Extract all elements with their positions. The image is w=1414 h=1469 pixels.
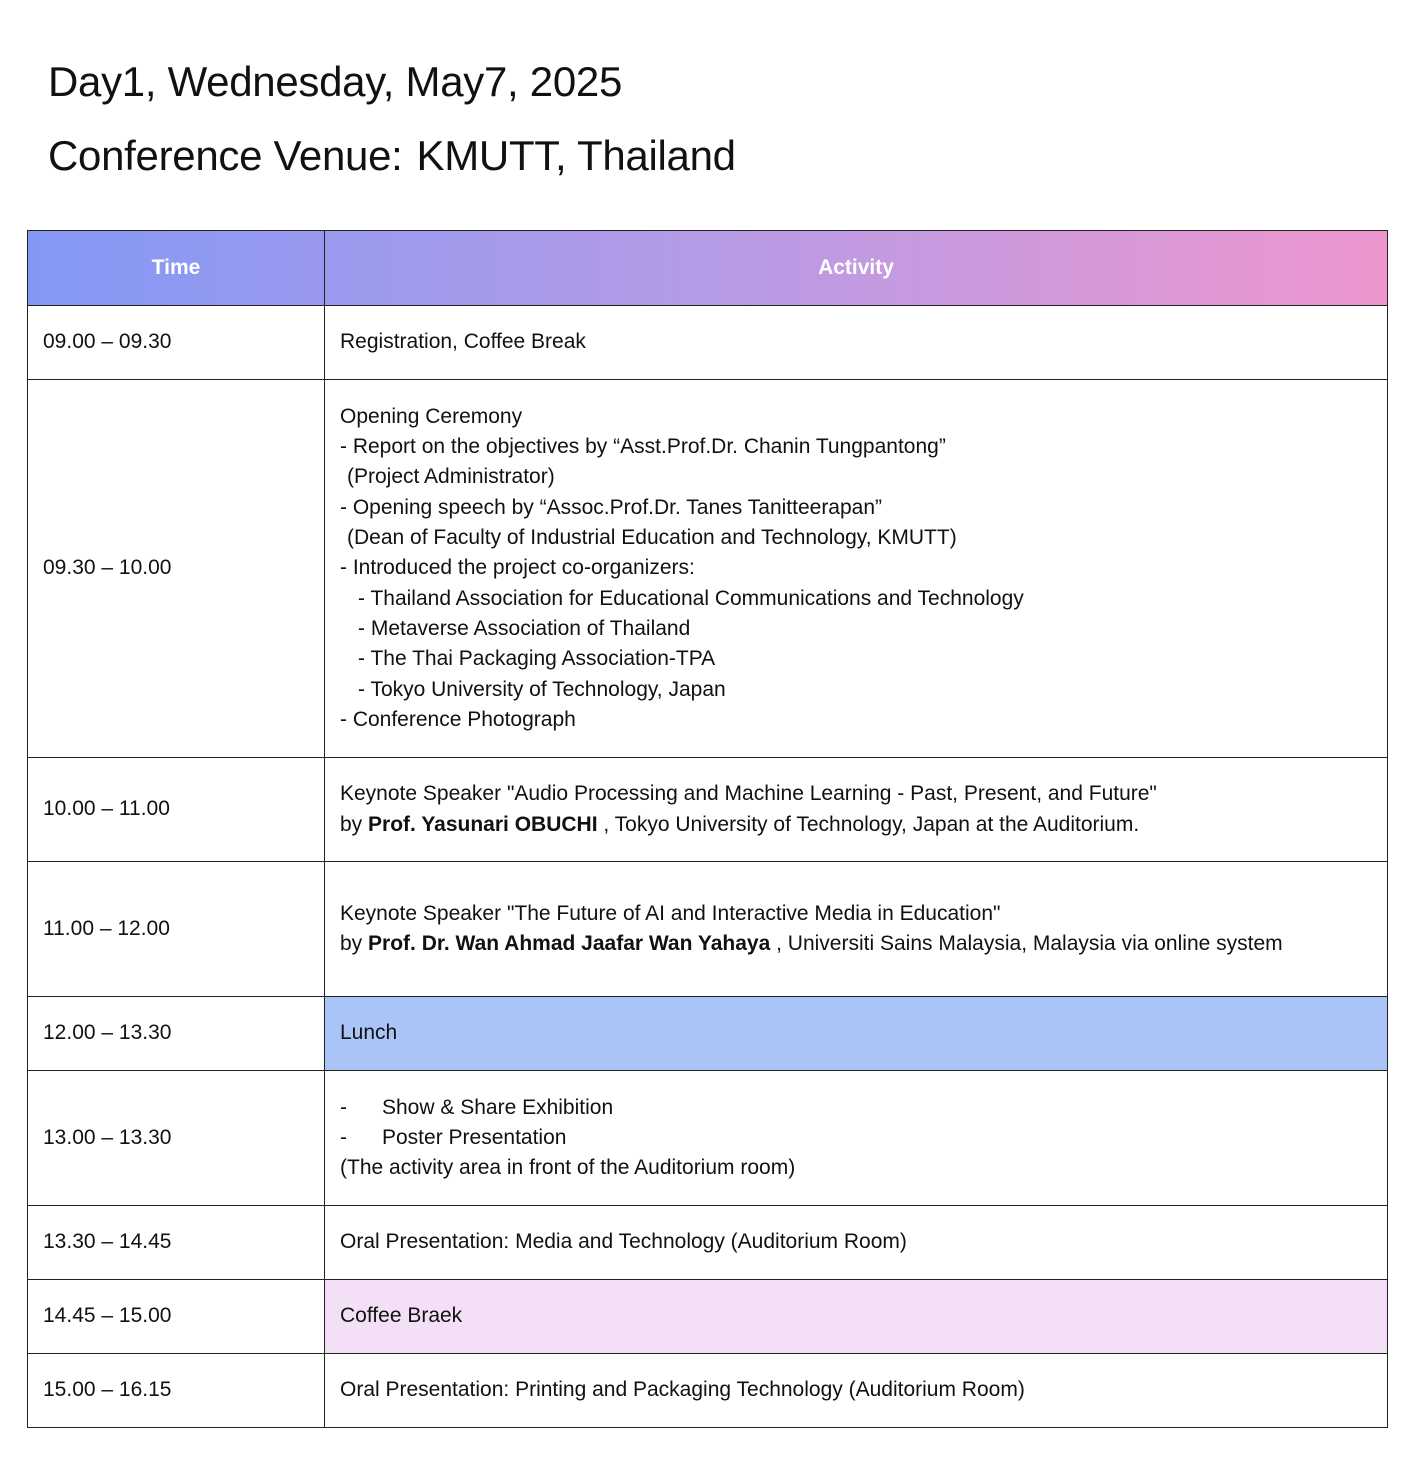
day-title: Day1, Wednesday, May7, 2025: [48, 58, 623, 105]
time-cell: 11.00 – 12.00: [28, 862, 325, 997]
time-cell: 13.00 – 13.30: [28, 1071, 325, 1206]
activity-cell: [325, 1071, 1388, 1206]
activity-line: - Opening speech by “Assoc.Prof.Dr. Tanes Tanitteerapan”: [340, 495, 883, 519]
time-cell: 13.30 – 14.45: [28, 1206, 325, 1280]
activity-cell: Registration, Coffee Break: [325, 306, 1388, 380]
schedule-table: [27, 230, 1388, 1428]
co-organizer-item: - Tokyo University of Technology, Japan: [358, 677, 726, 701]
activity-line: - Report on the objectives by “Asst.Prof.Dr. Chanin Tungpantong”: [340, 435, 946, 459]
lunch-cell: Lunch: [325, 997, 1388, 1071]
co-organizer-item: - Thailand Association for Educational Communications and Technology: [358, 586, 1024, 610]
activity-cell: [325, 758, 1388, 862]
list-item: [340, 1123, 1372, 1153]
coffee-break-cell: Coffee Braek: [325, 1280, 1388, 1354]
activity-column-header: Activity: [325, 231, 1388, 306]
table-row: [28, 1071, 1388, 1206]
keynote-byline: [340, 810, 1372, 840]
location-note: (The activity area in front of the Auditorium room): [340, 1156, 796, 1180]
bullet-dash: -: [340, 1125, 347, 1149]
table-row: [28, 1206, 1388, 1280]
venue-label: Conference Venue:: [48, 132, 403, 179]
time-cell: 09.00 – 09.30: [28, 306, 325, 380]
list-item: [340, 1093, 1372, 1123]
list-item-text: Poster Presentation: [382, 1125, 567, 1149]
table-row: [28, 997, 1388, 1071]
activity-line: - Introduced the project co-organizers:: [340, 556, 695, 580]
activity-cell: Oral Presentation: Media and Technology (Auditorium Room): [325, 1206, 1388, 1280]
keynote-byline: [340, 929, 1372, 959]
by-label: by: [340, 812, 363, 836]
bullet-dash: -: [340, 1095, 347, 1119]
table-row: [28, 380, 1388, 758]
keynote-title: Keynote Speaker "Audio Processing and Machine Learning - Past, Present, and Future": [340, 782, 1157, 806]
by-label: by: [340, 932, 363, 955]
table-row: [28, 758, 1388, 862]
venue-value: KMUTT, Thailand: [416, 132, 736, 179]
time-column-header: Time: [28, 231, 325, 306]
table-row: [28, 1280, 1388, 1354]
keynote-title: Keynote Speaker "The Future of AI and Interactive Media in Education": [340, 901, 1001, 925]
time-cell: 10.00 – 11.00: [28, 758, 325, 862]
co-organizer-item: - The Thai Packaging Association-TPA: [358, 647, 716, 671]
table-row: [28, 306, 1388, 380]
speaker-name: Prof. Dr. Wan Ahmad Jaafar Wan Yahaya: [368, 932, 771, 955]
time-cell: 15.00 – 16.15: [28, 1354, 325, 1428]
speaker-affiliation: , Tokyo University of Technology, Japan at the Auditorium.: [603, 812, 1140, 836]
activity-line: (Project Administrator): [347, 465, 555, 489]
activity-cell: [325, 862, 1388, 997]
venue-title: [48, 132, 736, 180]
table-row: [28, 862, 1388, 997]
time-cell: 12.00 – 13.30: [28, 997, 325, 1071]
co-organizer-item: - Metaverse Association of Thailand: [358, 616, 691, 640]
opening-ceremony-title: Opening Ceremony: [340, 404, 523, 428]
speaker-affiliation: , Universiti Sains Malaysia, Malaysia via online system: [776, 932, 1283, 955]
time-cell: 09.30 – 10.00: [28, 380, 325, 758]
activity-line: (Dean of Faculty of Industrial Education and Technology, KMUTT): [347, 526, 957, 550]
activity-cell: [325, 380, 1388, 758]
time-cell: 14.45 – 15.00: [28, 1280, 325, 1354]
page-heading: [48, 58, 736, 180]
list-item-text: Show & Share Exhibition: [382, 1095, 614, 1119]
activity-line: - Conference Photograph: [340, 707, 576, 731]
table-header-row: [28, 231, 1388, 306]
activity-cell: Oral Presentation: Printing and Packaging Technology (Auditorium Room): [325, 1354, 1388, 1428]
speaker-name: Prof. Yasunari OBUCHI: [368, 812, 598, 836]
table-row: [28, 1354, 1388, 1428]
